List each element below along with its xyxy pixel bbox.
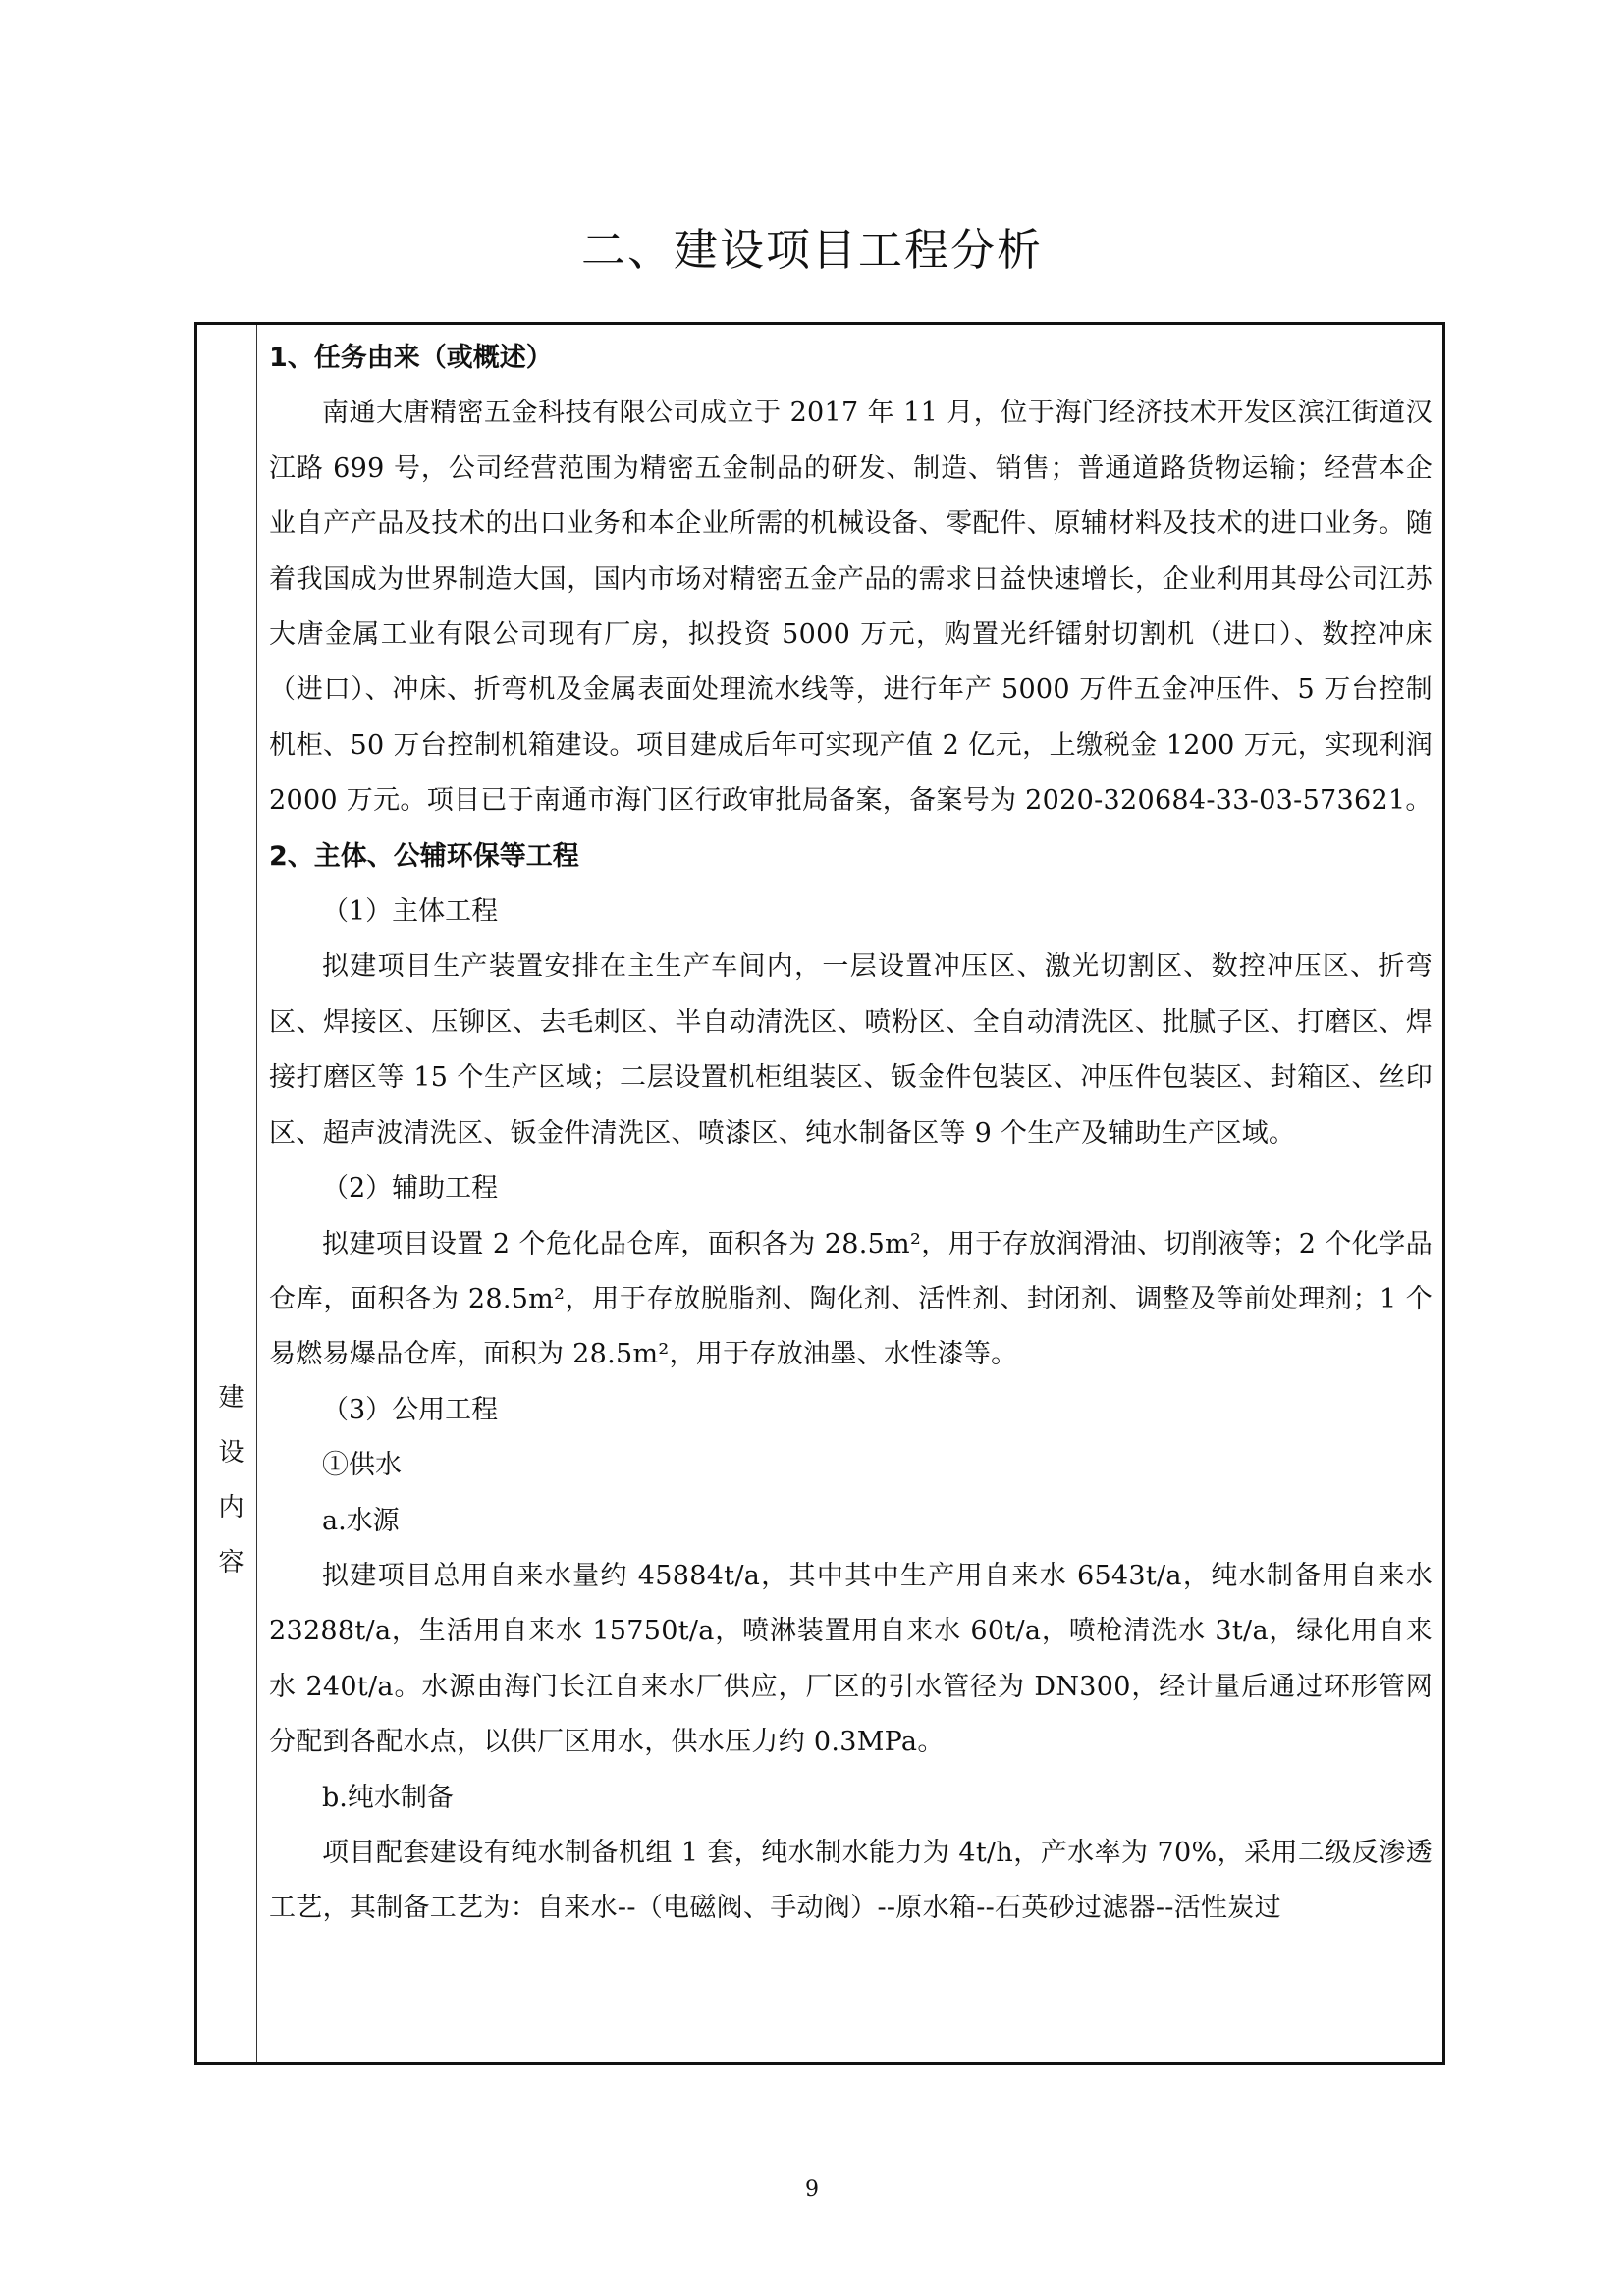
subheading-pure-water: b.纯水制备 <box>322 1782 454 1813</box>
subheading-auxiliary-engineering: （2）辅助工程 <box>322 1173 499 1204</box>
main-engineering-paragraph: 拟建项目生产装置安排在主生产车间内，一层设置冲压区、激光切割区、数控冲压区、折弯区、焊接区、压铆区、去毛刺区、半自动清洗区、喷粉区、全自动清洗区、批腻子区、打磨区、焊接打磨区等 15 个生产区域；二层设置机柜组装区、钣金件包装区、冲压件包装区、封箱区、丝印区、超声波清洗区、钣金件清洗区、喷漆区、纯水制备区等 9 个生产及辅助生产区域。 <box>269 951 1433 1148</box>
page-number: 9 <box>805 2177 819 2202</box>
water-source-paragraph: 拟建项目总用自来水量约 45884t/a，其中其中生产用自来水 6543t/a，纯水制备用自来水 23288t/a，生活用自来水 15750t/a，喷淋装置用自来水 60t/a，喷枪清洗水 3t/a，绿化用自来水 240t/a。水源由海门长江自来水厂供应，厂区的引水管径为 DN300，经计量后通过环形管网分配到各配水点，以供厂区用水，供水压力约 0.3MPa。 <box>269 1560 1433 1758</box>
pure-water-paragraph: 项目配套建设有纯水制备机组 1 套，纯水制水能力为 4t/h，产水率为 70%，采用二级反渗透工艺，其制备工艺为：自来水--（电磁阀、手动阀）--原水箱--石英砂过滤器--活性炭过 <box>269 1837 1433 1924</box>
subheading-water-supply: ①供水 <box>322 1450 402 1481</box>
auxiliary-engineering-paragraph: 拟建项目设置 2 个危化品仓库，面积各为 28.5m²，用于存放润滑油、切削液等；2 个化学品仓库，面积各为 28.5m²，用于存放脱脂剂、陶化剂、活性剂、封闭剂、调整及等前处理剂；1 个易燃易爆品仓库，面积为 28.5m²，用于存放油墨、水性漆等。 <box>269 1228 1433 1370</box>
content-table <box>194 322 1445 2065</box>
page-title: 二、建设项目工程分析 <box>580 224 1043 276</box>
section-heading-task-origin: 1、任务由来（或概述） <box>269 343 553 373</box>
subheading-main-engineering: （1）主体工程 <box>322 896 499 928</box>
task-origin-paragraph: 南通大唐精密五金科技有限公司成立于 2017 年 11 月，位于海门经济技术开发区滨江街道汉江路 699 号，公司经营范围为精密五金制品的研发、制造、销售；普通道路货物运输；经营本企业自产产品及技术的出口业务和本企业所需的机械设备、零配件、原辅材料及技术的进口业务。随着我国成为世界制造大国，国内市场对精密五金产品的需求日益快速增长，企业利用其母公司江苏大唐金属工业有限公司现有厂房，拟投资 5000 万元，购置光纤镭射切割机（进口）、数控冲床（进口）、冲床、折弯机及金属表面处理流水线等，进行年产 5000 万件五金冲压件、5 万台控制机柜、50 万台控制机箱建设。项目建成后年可实现产值 2 亿元，上缴税金 1200 万元，实现利润 2000 万元。项目已于南通市海门区行政审批局备案，备案号为 2020-320684-33-03-573621。 <box>269 398 1433 817</box>
side-label-column <box>197 325 257 2062</box>
side-label: 建设内容 <box>214 1383 244 1603</box>
subheading-water-source: a.水源 <box>322 1505 400 1536</box>
subheading-public-engineering: （3）公用工程 <box>322 1394 499 1425</box>
content-cell <box>257 325 1442 2062</box>
section-heading-engineering: 2、主体、公辅环保等工程 <box>269 840 579 872</box>
